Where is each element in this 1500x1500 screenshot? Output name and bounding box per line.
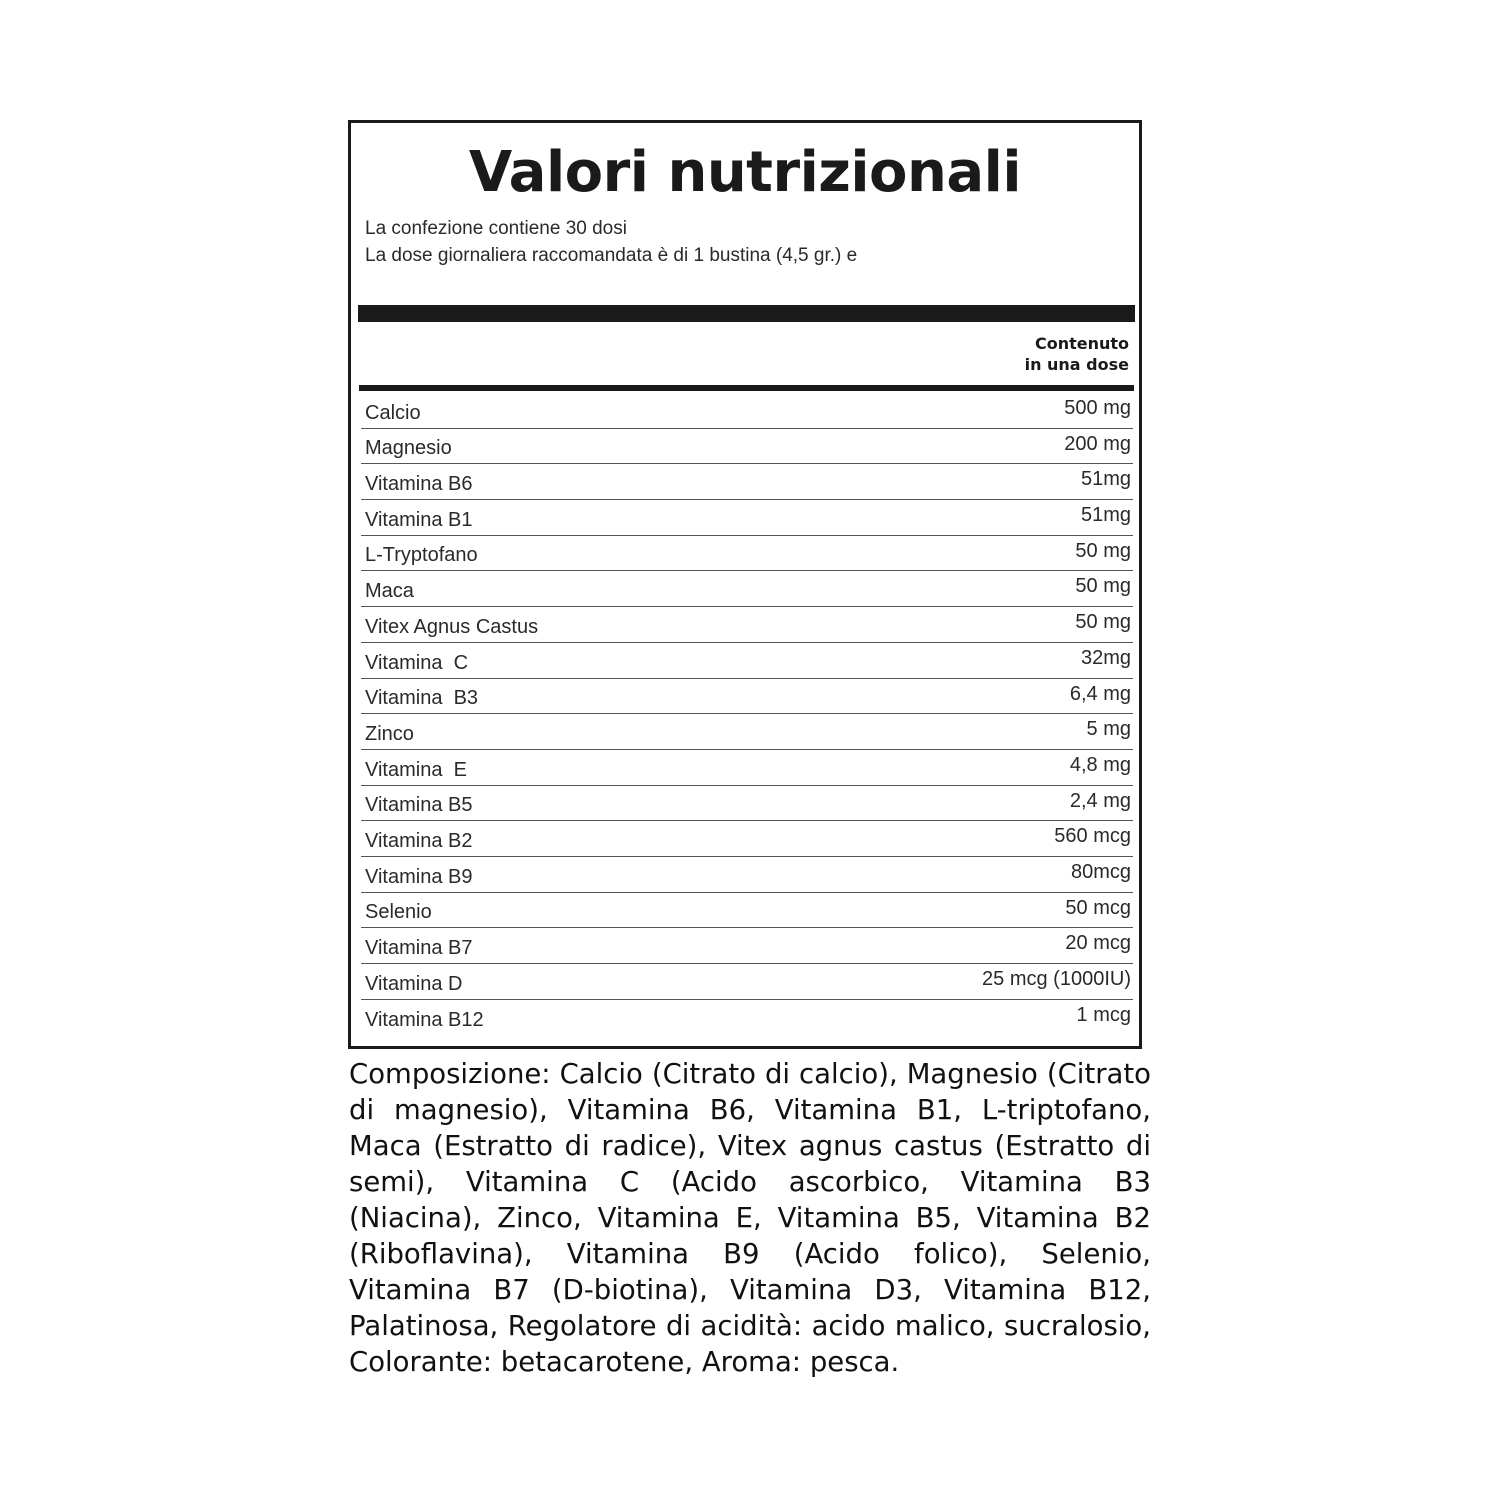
nutrient-name: Vitamina B9 (365, 865, 473, 888)
nutrient-name: Zinco (365, 722, 414, 745)
nutrient-row (361, 1000, 1133, 1036)
nutrient-row (361, 571, 1133, 607)
nutrient-name: Vitamina B5 (365, 794, 473, 817)
label-intro (365, 215, 857, 269)
nutrient-name: Magnesio (365, 437, 452, 460)
nutrient-amount: 20 mcg (1065, 932, 1131, 955)
column-header-line-2: in una dose (1024, 355, 1129, 374)
nutrient-name: Vitamina D (365, 972, 463, 995)
nutrient-name: Vitamina B12 (365, 1009, 484, 1032)
nutrient-row (361, 750, 1133, 786)
nutrient-amount: 2,4 mg (1069, 789, 1131, 812)
nutrition-label (348, 120, 1142, 1049)
composition-text: Composizione: Calcio (Citrato di calcio), Magnesio (Citrato di magnesio), Vitamina B6, Vitamina B1, L-triptofano, Maca (Estratto di radice), Vitex agnus castus (Estratto di semi), Vitamina C (Acido ascorbico, Vitamina B3 (Niacina), Zinco, Vitamina E, Vitamina B5, Vitamina B2 (Riboflavina), Vitamina B9 (Acido folico), Selenio, Vitamina B7 (D-biotina), Vitamina D3, Vitamina B12, Palatinosa, Regolatore di acidità: acido malico, sucralosio, Colorante: betacarotene, Aroma: pesca. (349, 1058, 1151, 1378)
nutrient-amount: 25 mcg (1000IU) (982, 968, 1131, 990)
nutrient-amount: 1 mcg (1076, 1003, 1131, 1026)
nutrient-amount: 4,8 mg (1069, 753, 1131, 776)
nutrient-name: Vitamina E (365, 758, 467, 781)
nutrient-name: Vitamina C (365, 651, 469, 674)
nutrient-row (361, 500, 1133, 536)
nutrient-row (361, 643, 1133, 679)
nutrient-amount: 500 mg (1064, 397, 1131, 419)
nutrient-row (361, 429, 1133, 465)
nutrient-name: Calcio (365, 401, 421, 424)
nutrient-table (361, 393, 1133, 1035)
intro-line-servings: La confezione contiene 30 dosi (365, 218, 627, 239)
nutrient-name: Vitamina B6 (365, 473, 473, 496)
nutrient-name: Vitex Agnus Castus (365, 615, 539, 638)
nutrient-row (361, 893, 1133, 929)
column-header (969, 333, 1129, 375)
nutrient-row (361, 679, 1133, 715)
nutrient-row (361, 536, 1133, 572)
nutrient-name: Vitamina B2 (365, 829, 473, 852)
header-divider-thick (358, 305, 1135, 322)
nutrient-row (361, 857, 1133, 893)
nutrient-amount: 560 mcg (1054, 825, 1131, 848)
nutrient-amount: 50 mg (1075, 539, 1131, 562)
nutrient-amount: 32mg (1080, 646, 1131, 669)
nutrient-name: Vitamina B1 (365, 508, 473, 531)
nutrient-row (361, 607, 1133, 643)
nutrient-row (361, 928, 1133, 964)
nutrient-amount: 51mg (1080, 504, 1131, 527)
nutrient-name: Vitamina B7 (365, 937, 473, 959)
nutrient-name: L-Tryptofano (365, 544, 478, 567)
nutrient-row (361, 964, 1133, 1000)
nutrient-amount: 50 mcg (1065, 896, 1131, 919)
nutrient-amount: 50 mg (1075, 575, 1131, 598)
nutrient-name: Maca (365, 580, 414, 603)
nutrient-amount: 200 mg (1064, 432, 1131, 455)
nutrient-row (361, 464, 1133, 500)
nutrient-row (361, 714, 1133, 750)
intro-line-daily-dose: La dose giornaliera raccomandata è di 1 bustina (4,5 gr.) e (365, 245, 858, 266)
nutrient-amount: 51mg (1080, 468, 1131, 491)
nutrient-row (361, 821, 1133, 857)
label-title: Valori nutrizionali (468, 140, 1022, 205)
column-header-divider (359, 385, 1134, 391)
nutrient-name: Vitamina B3 (365, 687, 479, 710)
nutrient-amount: 6,4 mg (1069, 682, 1131, 705)
nutrient-amount: 50 mg (1075, 611, 1131, 634)
column-header-line-1: Contenuto (1034, 334, 1129, 353)
nutrient-row (361, 393, 1133, 429)
nutrient-name: Selenio (365, 901, 432, 924)
nutrient-amount: 80mcg (1070, 860, 1131, 883)
nutrient-amount: 5 mg (1086, 718, 1131, 741)
nutrient-row (361, 786, 1133, 822)
